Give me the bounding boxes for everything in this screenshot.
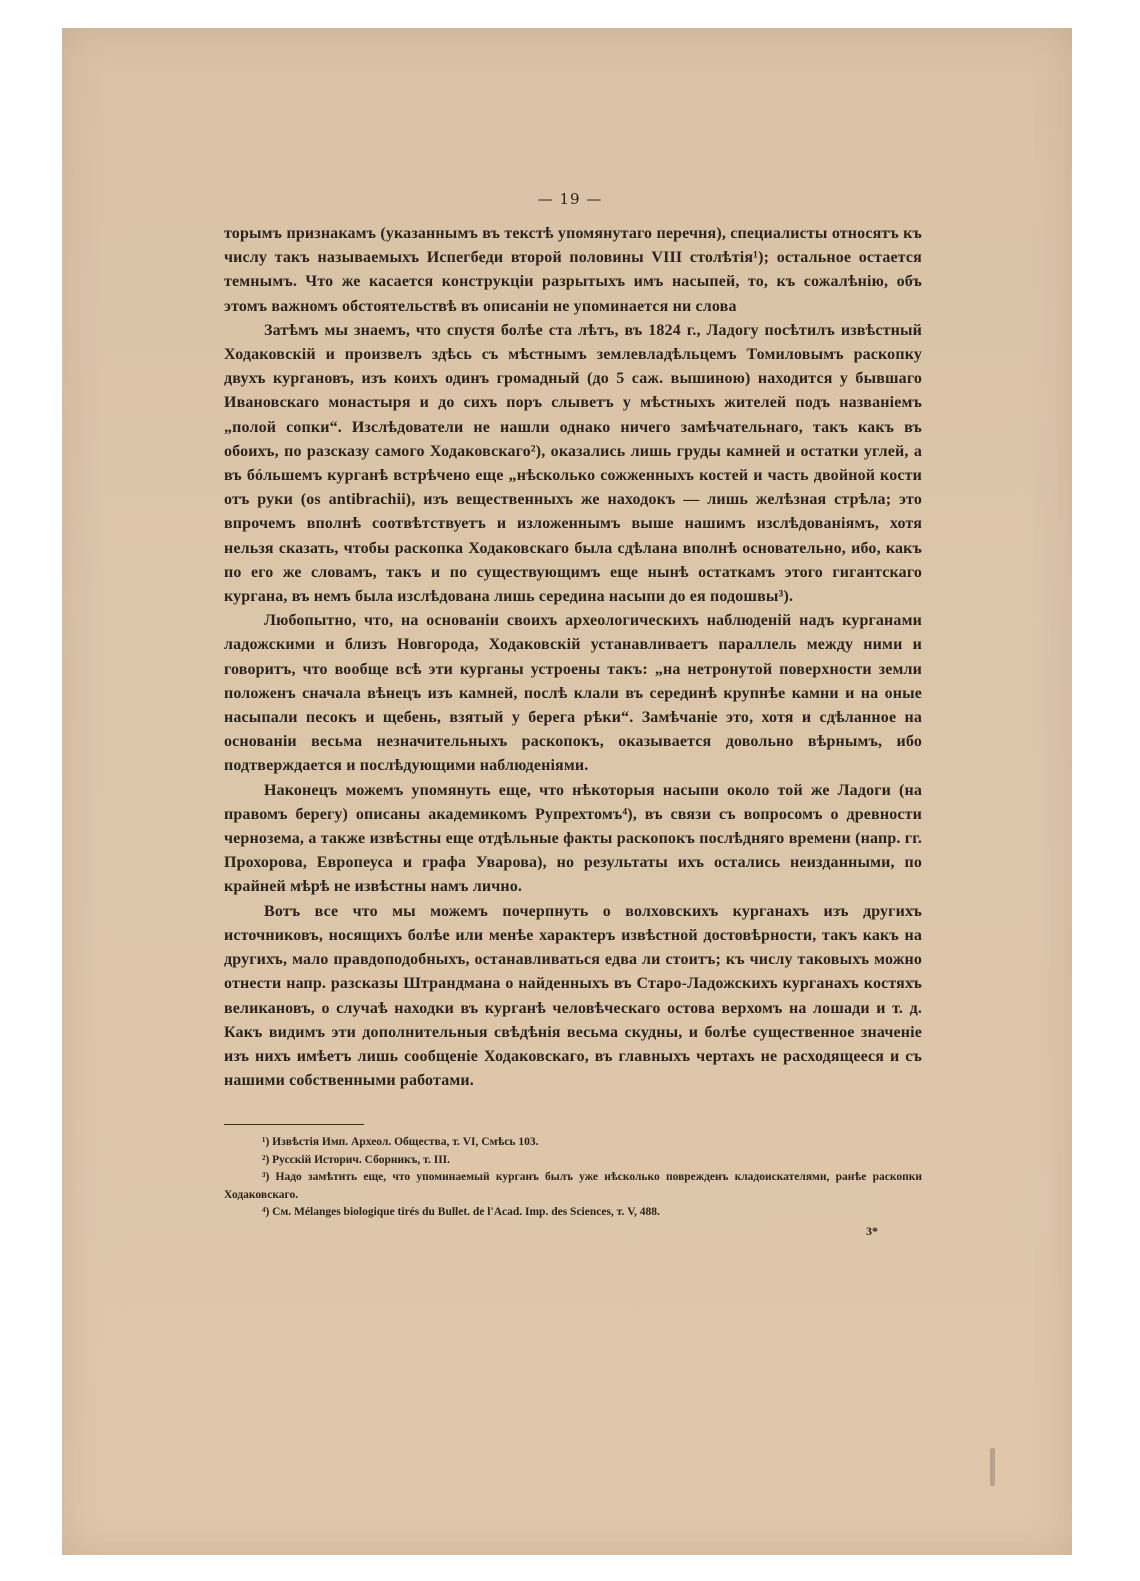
footnote-1: ¹) Извѣстія Имп. Археол. Общества, т. VI, Смѣсь 103. xyxy=(262,1136,539,1148)
page-number: — 19 — xyxy=(537,190,603,208)
footnote-4: ⁴) См. Mélanges biologique tirés du Bullet. de l'Acad. Imp. des Sciences, т. V, 488. xyxy=(262,1206,660,1218)
paragraph-3: Любопытно, что, на основаніи своихъ археологическихъ наблюденій надъ курганами ладожскими и близъ Новгорода, Ходаковскій устанавливаетъ параллель между ними и говоритъ, что вообще всѣ эти курганы устроены такъ: „на нетронутой поверхности земли положенъ сначала вѣнецъ изъ камней, послѣ клали въ серединѣ крупнѣе камни и на оные насыпали песокъ и щебень, взятый у берега рѣки“. Замѣчаніе это, хотя и сдѣланное на основаніи весьма незначительныхъ раскопокъ, оказывается довольно вѣрнымъ, ибо подтверждается и послѣдующими наблюденіями. xyxy=(224,612,922,775)
footnotes xyxy=(224,1134,922,1222)
paragraph-1: торымъ признакамъ (указаннымъ въ текстѣ упомянутаго перечня), специалисты относятъ къ числу такъ называемыхъ Испегбеди второй половины VIII столѣтія¹); остальное остается темнымъ. Что же касается конструкціи разрытыхъ имъ насыпей, то, къ сожалѣнію, объ этомъ важномъ обстоятельствѣ въ описаніи не упоминается ни слова xyxy=(224,225,922,315)
paper-stain xyxy=(990,1448,995,1486)
paragraph-4: Наконецъ можемъ упомянуть еще, что нѣкоторыя насыпи около той же Ладоги (на правомъ берегу) описаны академикомъ Рупрехтомъ⁴), въ связи съ вопросомъ о древности чернозема, а также извѣстны еще отдѣльные факты раскопокъ послѣдняго времени (напр. гг. Прохорова, Европеуса и графа Уварова), но результаты ихъ остались неизданными, по крайней мѣрѣ не извѣстны намъ лично. xyxy=(224,781,922,896)
footnote-3: ³) Надо замѣтить еще, что упоминаемый курганъ былъ уже нѣсколько поврежденъ кладоискателями, ранѣе раскопки Ходаковскаго. xyxy=(224,1171,922,1201)
footnote-2: ²) Русскій Историч. Сборникъ, т. III. xyxy=(262,1153,451,1166)
paragraph-2: Затѣмъ мы знаемъ, что спустя болѣе ста лѣтъ, въ 1824 г., Ладогу посѣтилъ извѣстный Ходаковскій и произвелъ здѣсь съ мѣстнымъ землевладѣльцемъ Томиловымъ раскопку двухъ кургановъ, изъ коихъ одинъ громадный (до 5 саж. вышиною) находится у бывшаго Ивановскаго монастыря и до сихъ поръ слыветъ у мѣстныхъ жителей подъ названіемъ „полой сопки“. Изслѣдователи не нашли однако ничего замѣчательнаго, такъ какъ въ обоихъ, по разсказу самого Ходаковскаго²), оказались лишь груды камней и остатки углей, а въ бóльшемъ курганѣ встрѣчено еще „нѣсколько сожженныхъ костей и часть двойной кости отъ руки (os antibrachii), изъ вещественныхъ же находокъ — лишь желѣзная стрѣла; это впрочемъ вполнѣ соотвѣтствуетъ и изложеннымъ выше нашимъ изслѣдованіямъ, хотя нельзя сказать, чтобы раскопка Ходаковскаго была сдѣлана вполнѣ основательно, ибо, какъ по его же словамъ, такъ и по существующимъ еще нынѣ остаткамъ этого гигантскаго кургана, въ немъ была изслѣдована лишь середина насыпи до ея подошвы³). xyxy=(224,321,922,606)
printer-signature-mark: 3* xyxy=(866,1224,878,1238)
paragraph-5: Вотъ все что мы можемъ почерпнуть о волховскихъ курганахъ изъ другихъ источниковъ, носящихъ болѣе или менѣе характеръ извѣстной достовѣрности, такъ какъ на другихъ, мало правдоподобныхъ, останавливаться едва ли стоитъ; къ числу таковыхъ можно отнести напр. разсказы Штрандмана о найденныхъ въ Старо-Ладожскихъ курганахъ костяхъ великановъ, о случаѣ находки въ курганѣ человѣческаго остова верхомъ на лошади и т. д. Какъ видимъ эти дополнительныя свѣдѣнія весьма скудны, и болѣе существенное значеніе изъ нихъ имѣетъ лишь сообщеніе Ходаковскаго, въ главныхъ чертахъ не расходящееся и съ нашими собственными работами. xyxy=(224,902,922,1090)
footnote-divider xyxy=(224,1124,364,1125)
main-text xyxy=(224,222,922,1093)
